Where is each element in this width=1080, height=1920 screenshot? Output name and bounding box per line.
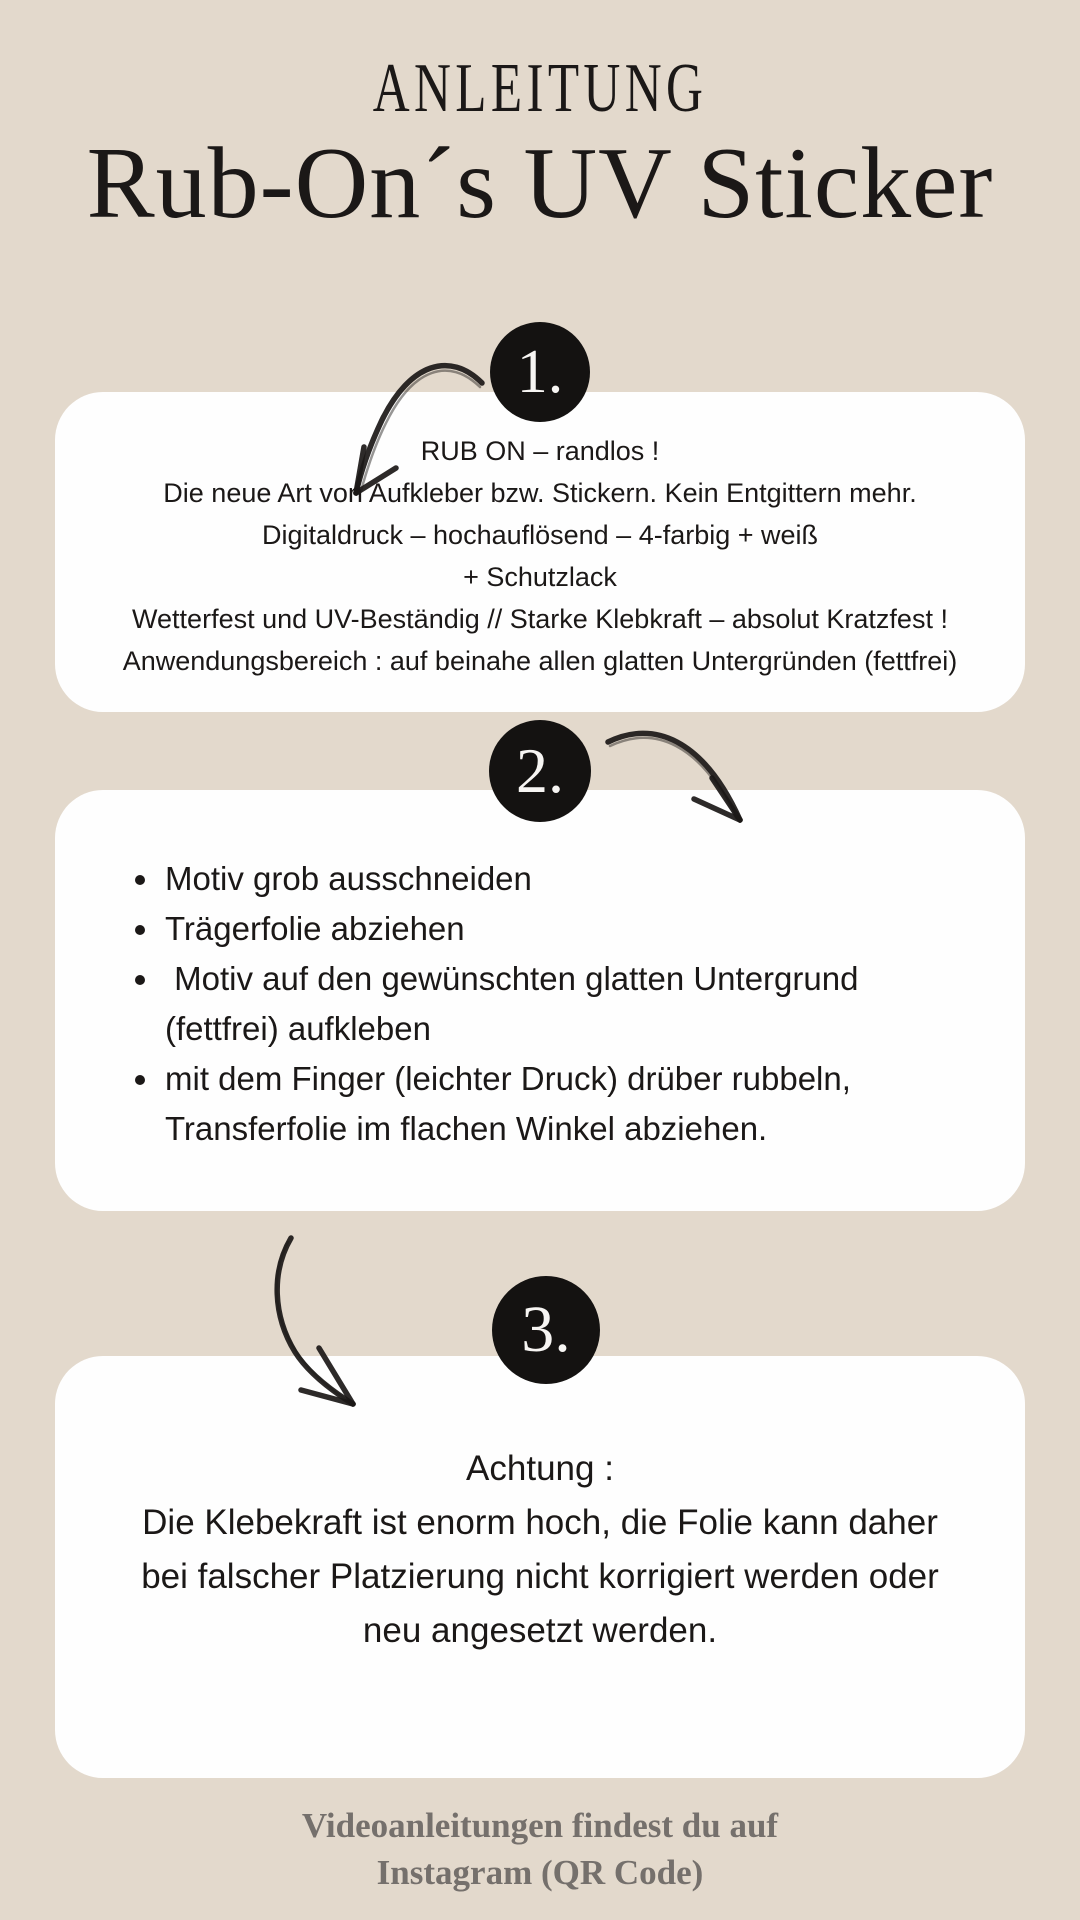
step-2-number: 2.	[516, 735, 564, 806]
step-1-line: Wetterfest und UV-Beständig // Starke Klebkraft – absolut Kratzfest !	[132, 604, 948, 634]
hand-drawn-arrow-1-icon	[330, 335, 505, 510]
step-3-number: 3.	[521, 1293, 571, 1366]
step-1-line: Digitaldruck – hochauflösend – 4-farbig + weiß	[261, 520, 819, 550]
step-3-line: Achtung :	[466, 1449, 614, 1488]
bullet-item	[165, 854, 995, 904]
step-1-badge	[490, 322, 590, 422]
step-1-line: Anwendungsbereich : auf beinahe allen glatten Untergründen (fettfrei)	[122, 646, 958, 676]
step-1-line: RUB ON – randlos !	[420, 436, 660, 466]
step-1-number: 1.	[516, 337, 564, 406]
footer-line-2: Instagram (QR Code)	[376, 1853, 704, 1892]
step-3-line: neu angesetzt werden.	[362, 1611, 718, 1650]
step-2-badge	[489, 720, 591, 822]
bullet-item	[165, 954, 995, 1054]
step-2-bullet-list	[55, 790, 1025, 1154]
step-2-card	[55, 790, 1025, 1211]
bullet-text: Trägerfolie abziehen	[165, 910, 465, 947]
step-1-line: Die neue Art von Aufkleber bzw. Stickern. Kein Entgittern mehr.	[163, 478, 917, 508]
bullet-text: Motiv grob ausschneiden	[165, 860, 532, 897]
step-3-badge	[492, 1276, 600, 1384]
footer-note	[0, 1802, 1080, 1896]
bullet-text: mit dem Finger (leichter Druck) drüber rubbeln,	[165, 1060, 851, 1097]
step-1-card	[55, 392, 1025, 712]
step-3-line: bei falscher Platzierung nicht korrigiert werden oder	[141, 1557, 939, 1596]
bullet-text: Transferfolie im flachen Winkel abziehen.	[165, 1110, 768, 1147]
step-1-line: + Schutzlack	[463, 562, 617, 592]
bullet-item	[165, 1054, 995, 1154]
footer-line-1: Videoanleitungen findest du auf	[301, 1806, 779, 1845]
bullet-text: (fettfrei) aufkleben	[165, 1010, 431, 1047]
hand-drawn-arrow-3-icon	[243, 1228, 378, 1418]
kicker-title: ANLEITUNG	[372, 50, 708, 127]
bullet-item	[165, 904, 995, 954]
step-3-line: Die Klebekraft ist enorm hoch, die Folie kann daher	[142, 1503, 938, 1542]
hand-drawn-arrow-2-icon	[598, 712, 758, 837]
bullet-text: Motiv auf den gewünschten glatten Untergrund	[165, 960, 859, 997]
page-title: Rub-On´s UV Sticker	[86, 127, 994, 240]
step-3-card	[55, 1356, 1025, 1778]
